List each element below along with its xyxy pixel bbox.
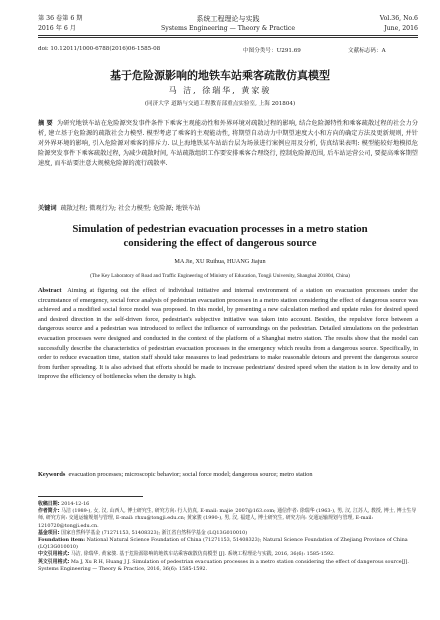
title-en <box>0 222 440 250</box>
footnote-received: 收稿日期: 2014-12-16 <box>38 501 90 507</box>
abstract-en <box>38 286 418 382</box>
keywords-cn-label: 关键词 <box>38 205 57 212</box>
document-code: 文献标志码：A <box>348 48 386 54</box>
footnote-cite-cn: 中文引用格式: 马洁, 徐瑞华, 黄家骏. 基于危险源影响的地铁车站乘客疏散仿真模型 [J]. 系统工程理论与实践, 2016, 36(6): 1585-1592. <box>38 551 335 558</box>
abstract-cn <box>38 119 418 169</box>
title-en-line1: Simulation of pedestrian evacuation processes in a metro station <box>72 223 368 235</box>
affiliation-cn: (同济大学 道路与交通工程教育部重点实验室, 上海 201804) <box>144 101 296 107</box>
abstract-cn-text: 为研究地铁车站在危险源突发事件条件下乘客主观能动性和外界环境对疏散过程的影响, 结合危险源特性和乘客疏散过程的社会力分析, 建立基于危险源的疏散社会力模型. 模型考虑了乘客的主观能动性, 将期望自动动力中期望速度大小和方向的确定方法及更新规则, 并针对外界环境的影响, 引入危险源对乘客的排斥力. 以上海地铁某车站站台层为场景进行案例应用及分析, 仿真结果表明: 模型能较好地模拟危险源突发事件下乘客疏散过程, 为减少疏散时间, 车站疏散组织工作要安排乘客合理绕行, 控制危险源范围, 后车站运营公司, 要提高乘客期望速度, 而车站要注意大规模危险源的流行疏散率. <box>38 120 419 167</box>
keywords-en-label: Keywords <box>38 471 66 478</box>
abstract-cn-label: 摘 要 <box>38 120 53 127</box>
abstract-en-label: Abstract <box>38 287 62 294</box>
keywords-cn-text: 疏散过程; 微观行为; 社会力模型; 危险源; 地铁车站 <box>60 205 201 212</box>
affiliation-en: (The Key Laboratory of Road and Traffic Engineering of Ministry of Education, Tongji University, Shanghai 201804, China) <box>90 273 350 279</box>
footnote-author: 作者简介: 马洁 (1989-), 女, 汉, 山西人, 博士研究生, 研究方向: 行人仿真, E-mail: majie_2007@163.com; 通信作者: 徐瑞华 (1963-), 男, 汉, 江苏人, 教授, 博士, 博士生导师, 研究方向: 交通运输规划与管理, E-mail: rhxu@tongji.edu.cn; 黄家骏 (1990-), 男, 汉, 福建人, 博士研究生, 研究方向: 交通运输规划与管理, E-mail: 1210720@tongji.edu.cn. <box>38 508 417 529</box>
title-cn: 基于危险源影响的地铁车站乘客疏散仿真模型 <box>110 69 330 82</box>
authors-cn: 马 洁, 徐瑞华, 黄家骏 <box>168 86 272 95</box>
header-volume-cn: 第 36 卷第 6 期 <box>38 15 83 22</box>
header-rule <box>38 35 418 36</box>
title-en-line2: considering the effect of dangerous source <box>123 237 317 249</box>
authors-en: MA Jie, XU Ruihua, HUANG Jiajun <box>174 258 266 265</box>
keywords-cn <box>38 204 418 214</box>
footnotes <box>38 501 418 573</box>
header-journal-cn: 系统工程理论与实践 <box>196 15 260 23</box>
header-rule-thin <box>38 37 418 38</box>
header-volume-en: Vol.36, No.6 <box>379 15 418 22</box>
footnote-fund: 基金项目: 国家自然科学基金 (71271153, 51408323); 浙江省自然科学基金 (LQ13G010010) <box>38 529 248 536</box>
footnote-cite-en: 英文引用格式: Ma J, Xu R H, Huang J J. Simulation of pedestrian evacuation processes in a metro station considering the effect of dangerous source[J]. Systems Engineering — Theory & Practice, 2016, 36(6): 1585-1592. <box>38 558 409 572</box>
header-date-cn: 2016 年 6 月 <box>38 25 76 32</box>
footnote-rule <box>38 496 143 497</box>
doi: doi: 10.12011/1000-6788(2016)06-1585-08 <box>38 46 161 52</box>
header-date-en: June, 2016 <box>384 25 418 32</box>
clc-number: 中图分类号：U291.69 <box>243 48 301 54</box>
keywords-en <box>38 470 418 480</box>
keywords-en-text: evacuation processes; microscopic behavior; social force model; dangerous source; metro station <box>68 471 313 478</box>
footnote-foundation: Foundation item: National Natural Science Foundation of China (71271153, 51408323); Natural Science Foundation of Zhejiang Province of China (LQ13G010010) <box>38 537 408 551</box>
header-journal-en: Systems Engineering — Theory & Practice <box>160 25 296 32</box>
abstract-en-text: Aiming at figuring out the effect of individual initiative and internal environment of a station on evacuation processes under the circumstance of emergency, social force analysis of pedestrian evacuation processes in a metro station considering the effect of dangerous source was achieved and a modified social force model was proposed. In this model, by presenting a new calculation method and update rules for desired speed and desired direction in the self-driven force, pedestrian's subjective initiative was taken into account. Besides, the repulsive force between a dangerous source and a pedestrian was introduced to reflect the influence of surroundings on the pedestrian. Detailed simulations on the pedestrian evacuation processes were designed and conducted in the context of the platform of a Shanghai metro station. The results show that the model can successfully describe the characteristics of pedestrian evacuation processes in the emergency which results from a dangerous source. Specifically, in order to reduce evacuation time, station staff should take measures to lead pedestrians to make reasonable detours and prevent the dangerous source from further spreading. It is also advised that efforts should be made to increase pedestrians' desired speed when the station is in low density and to improve the efficiency of bottlenecks when the density is high. <box>38 287 418 381</box>
